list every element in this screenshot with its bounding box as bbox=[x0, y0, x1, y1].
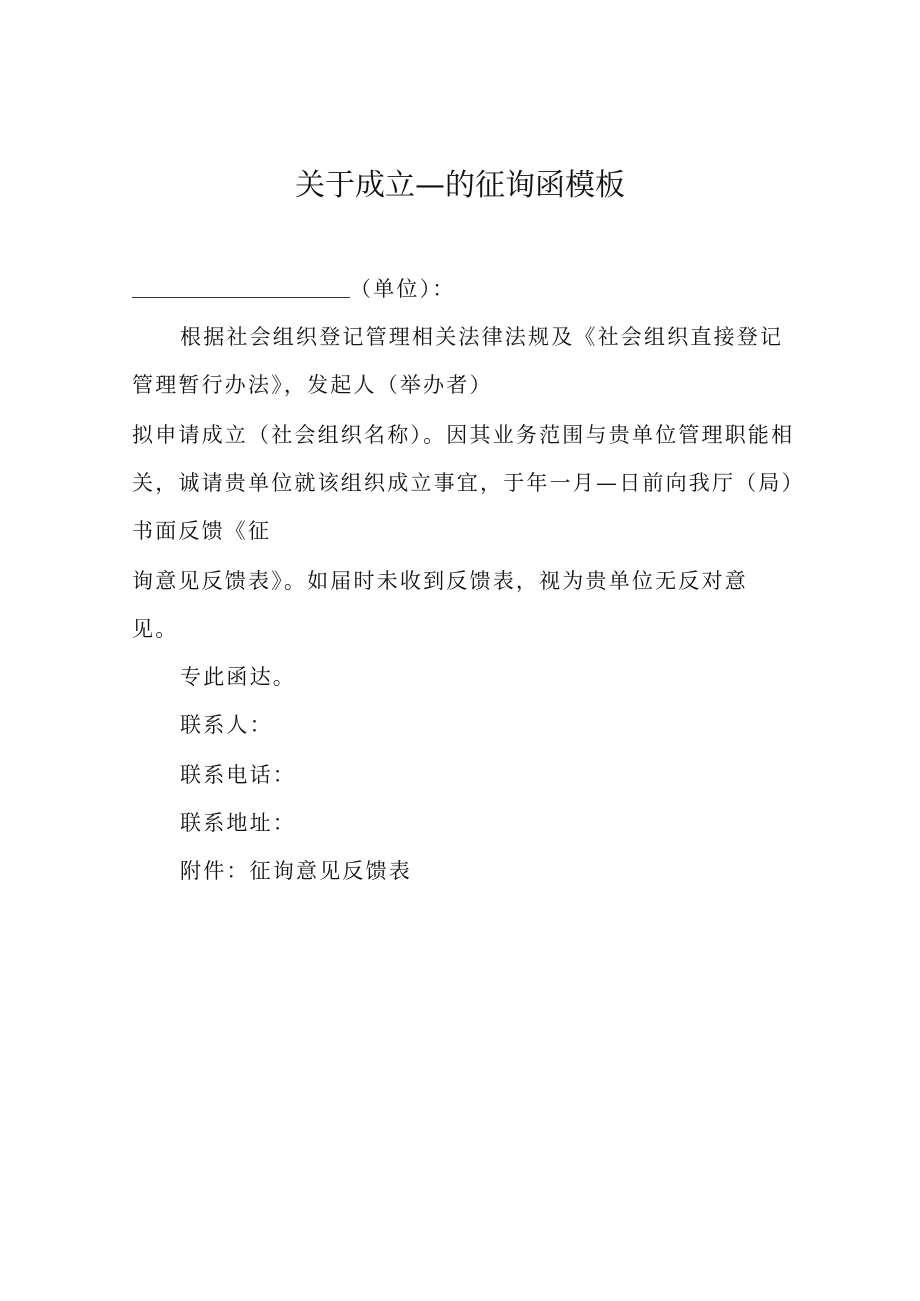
closing-text: 专此函达。 bbox=[180, 665, 296, 689]
contact-phone-label: 联系电话： bbox=[180, 763, 296, 787]
body-line-7: 见。 bbox=[132, 617, 179, 641]
document-title: 关于成立—的征询函模板 bbox=[295, 168, 625, 203]
contact-address-label: 联系地址： bbox=[180, 811, 296, 835]
body-line-3: 拟申请成立（社会组织名称）。因其业务范围与贵单位管理职能相 bbox=[132, 423, 795, 447]
body-line-2: 管理暂行办法》，发起人（举办者） bbox=[132, 373, 493, 397]
body-line-1: 根据社会组织登记管理相关法律法规及《社会组织直接登记 bbox=[180, 325, 784, 349]
recipient-blank bbox=[132, 277, 350, 298]
attachment-label: 附件：征询意见反馈表 bbox=[180, 859, 412, 883]
body-line-6: 询意见反馈表》。如届时未收到反馈表，视为贵单位无反对意 bbox=[132, 569, 748, 593]
body-line-5: 书面反馈《征 bbox=[132, 519, 272, 543]
contact-person-label: 联系人： bbox=[180, 713, 273, 737]
body-line-4: 关，诚请贵单位就该组织成立事宜，于年一月—日前向我厅（局） bbox=[132, 471, 805, 495]
salutation-suffix: （单位）： bbox=[350, 277, 456, 301]
salutation-line bbox=[132, 274, 456, 304]
